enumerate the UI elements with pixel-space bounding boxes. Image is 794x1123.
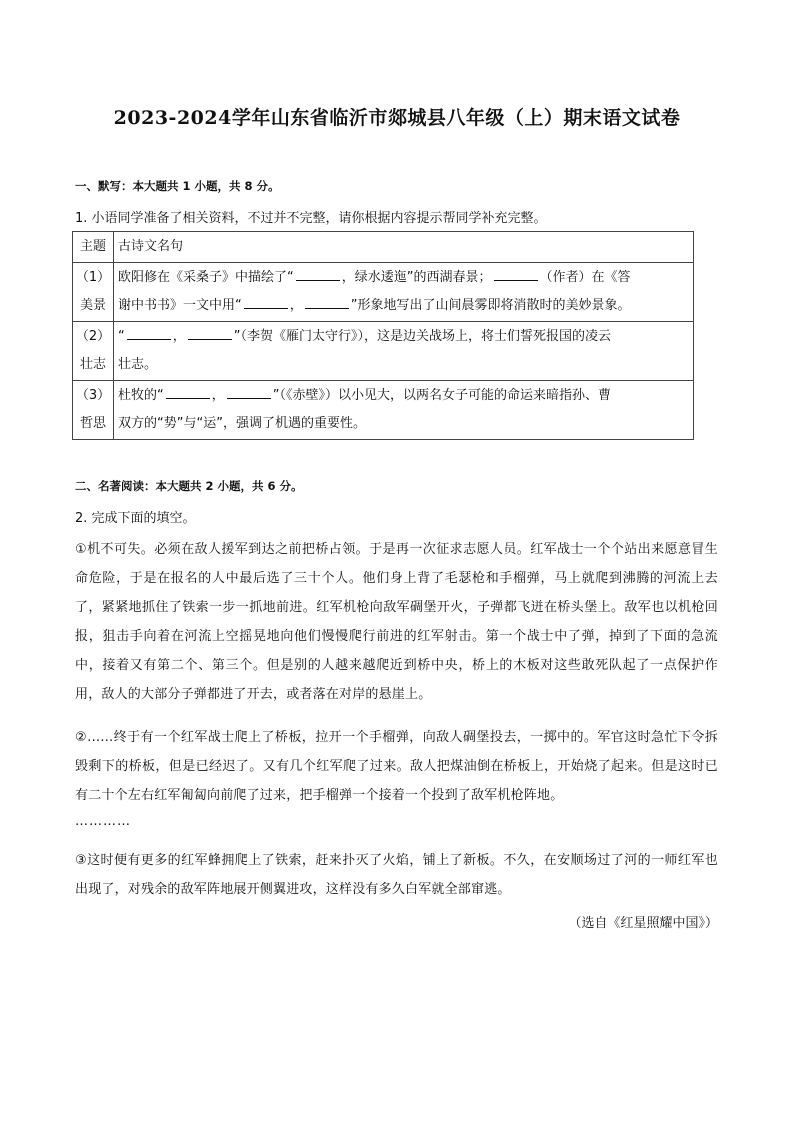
row-topic bbox=[73, 381, 114, 440]
row-topic bbox=[73, 263, 114, 322]
text-segment: 谢中书书》一文中用“ bbox=[118, 298, 242, 313]
fill-blank[interactable] bbox=[188, 325, 232, 340]
fill-blank[interactable] bbox=[244, 294, 288, 309]
table-row bbox=[73, 381, 694, 440]
text-segment: ”（李贺《雁门太守行》），这是边关战场上，将士们誓死报国的凌云 bbox=[233, 329, 612, 344]
text-segment: 双方的“势”与“运”，强调了机遇的重要性。 bbox=[118, 416, 366, 431]
header-lines: 古诗文名句 bbox=[114, 232, 694, 263]
text-segment: ， bbox=[172, 329, 186, 344]
row-content bbox=[114, 322, 694, 381]
table-row bbox=[73, 263, 694, 322]
poem-table bbox=[72, 231, 694, 440]
text-segment: “ bbox=[118, 329, 125, 344]
section-1-heading: 一、默写：本大题共 1 小题，共 8 分。 bbox=[75, 179, 280, 193]
fill-blank[interactable] bbox=[296, 266, 340, 281]
header-topic: 主题 bbox=[73, 232, 114, 263]
passage-ellipsis: ………… bbox=[75, 814, 131, 829]
topic-number: （3） bbox=[75, 388, 111, 403]
text-segment: （作者）在《答 bbox=[539, 270, 631, 285]
text-segment: 壮志。 bbox=[118, 357, 158, 372]
text-segment: ”（《赤壁》）以小见大，以两名女子可能的命运来暗指孙、曹 bbox=[272, 388, 612, 403]
text-segment: 欧阳修在《采桑子》中描绘了“ bbox=[118, 270, 294, 285]
text-segment: 杜牧的“ bbox=[118, 388, 164, 403]
text-segment: ， bbox=[289, 298, 303, 313]
topic-number: （1） bbox=[75, 270, 111, 285]
text-segment: ”形象地写出了山间晨雾即将消散时的美妙景象。 bbox=[350, 298, 631, 313]
topic-label: 哲思 bbox=[79, 416, 106, 431]
topic-number: （2） bbox=[75, 329, 111, 344]
passage-source: （选自《红星照耀中国》） bbox=[568, 916, 718, 931]
topic-label: 壮志 bbox=[79, 357, 106, 372]
fill-blank[interactable] bbox=[166, 384, 210, 399]
question-2-intro: 2. 完成下面的填空。 bbox=[75, 511, 196, 526]
exam-title: 2023-2024学年山东省临沂市郯城县八年级（上）期末语文试卷 bbox=[113, 107, 681, 129]
fill-blank[interactable] bbox=[227, 384, 271, 399]
passage-paragraph-1: ①机不可失。必须在敌人援军到达之前把桥占领。于是再一次征求志愿人员。红军战士一个个站出来愿意冒生命危险，于是在报名的人中最后选了三十个人。他们身上背了毛瑟枪和手榴弹，马上就爬到沸腾的河流上去了，紧紧地抓住了铁索一步一抓地前进。红军机枪向敌军碉堡开火，子弹都飞迸在桥头堡上。敌军也以机枪回报，狙击手向着在河流上空摇晃地向他们慢慢爬行前进的红军射击。第一个战士中了弹，掉到了下面的急流中，接着又有第二个、第三个。但是别的人越来越爬近到桥中央，桥上的木板对这些敢死队起了一点保护作用，敌人的大部分子弹都进了开去，或者落在对岸的悬崖上。 bbox=[75, 542, 718, 702]
row-content bbox=[114, 263, 694, 322]
passage-paragraph-3: ③这时便有更多的红军蜂拥爬上了铁索，赶来扑灭了火焰，铺上了新板。不久，在安顺场过了河的一师红军也出现了，对残余的敌军阵地展开侧翼进攻，这样没有多久白军就全部窜逃。 bbox=[75, 853, 718, 897]
table-header-row bbox=[73, 232, 694, 263]
table-row bbox=[73, 322, 694, 381]
row-content bbox=[114, 381, 694, 440]
topic-label: 美景 bbox=[79, 298, 106, 313]
row-topic bbox=[73, 322, 114, 381]
fill-blank[interactable] bbox=[127, 325, 171, 340]
fill-blank[interactable] bbox=[494, 266, 538, 281]
passage-paragraph-2: ②……终于有一个红军战士爬上了桥板，拉开一个手榴弹，向敌人碉堡投去，一掷中的。军官这时急忙下令拆毁剩下的桥板，但是已经迟了。又有几个红军爬了过来。敌人把煤油倒在桥板上，开始烧了起来。但是这时已有二十个左右红军匍匐向前爬了过来，把手榴弹一个接着一个投到了敌军机枪阵地。 bbox=[75, 730, 718, 803]
fill-blank[interactable] bbox=[305, 294, 349, 309]
text-segment: ，绿水逶迤”的西湖春景； bbox=[341, 270, 492, 285]
section-2-heading: 二、名著阅读：本大题共 2 小题，共 6 分。 bbox=[75, 479, 303, 493]
question-1-intro: 1. 小语同学准备了相关资料，不过并不完整，请你根据内容提示帮同学补充完整。 bbox=[75, 211, 547, 226]
text-segment: ， bbox=[211, 388, 225, 403]
